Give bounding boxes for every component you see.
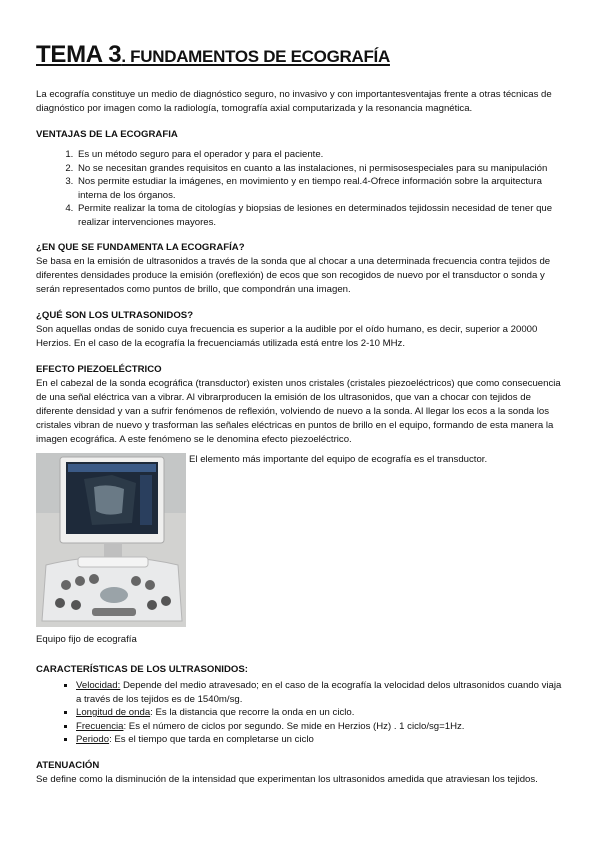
term: Frecuencia: [76, 720, 124, 732]
figure-caption: Equipo fijo de ecografía: [36, 634, 137, 645]
piezo-heading: EFECTO PIEZOELÉCTRICO: [36, 364, 162, 375]
list-item: 4. Permite realizar la toma de citologías y biopsias de lesiones en determinados tejidossin necesidad de tener que realizar intervenciones mayores.: [76, 202, 564, 229]
list-item: [76, 679, 564, 706]
list-item: 2. No se necesitan grandes requisitos en cuanto a las instalaciones, ni permisosespeciales para su manipulación: [76, 162, 564, 176]
list-item: [76, 720, 564, 734]
piezo-paragraph: En el cabezal de la sonda ecográfica (transductor) existen unos cristales (cristales piezoeléctricos) que como consecuencia de una señal eléctrica van a vibrar. Al vibrarproducen la emisión de los ultrasonidos, que van a chocar con tejidos de diferente densidad y van a sufrir fenómenos de reflexión, volviendo de nuevo a la sonda. Al llegar los ecos a la sonda los cristales vibran de nuevo y trasforman las señales eléctricas en puntos de brillo en el equipo, formando de esta manera la imagen ecográfica. A este fenómeno se le denomina efecto piezoeléctrico.: [36, 378, 561, 445]
list-item: [76, 733, 564, 747]
title-main: TEMA 3: [36, 41, 122, 68]
fundamento-heading: ¿EN QUE SE FUNDAMENTA LA ECOGRAFÍA?: [36, 242, 245, 253]
atenuacion-paragraph: Se define como la disminución de la intensidad que experimentan los ultrasonidos amedida que atraviesan los tejidos.: [36, 773, 538, 785]
figure-side-text: El elemento más importante del equipo de ecografía es el transductor.: [189, 454, 488, 465]
definition: Depende del medio atravesado; en el caso de la ecografía la velocidad delos ultrasonidos cuando viaja a través de los tejidos es de 1540m/sg.: [76, 680, 562, 705]
atenuacion-heading: ATENUACIÓN: [36, 759, 100, 771]
ultrasonidos-paragraph: Son aquellas ondas de sonido cuya frecuencia es superior a la audible por el oído humano, es decir, superior a 20000 Herzios. En el caso de la ecografía la frecuenciamás utilizada está entre los 2-10 MHz.: [36, 324, 538, 349]
definition: : Es el tiempo que tarda en completarse un ciclo: [109, 734, 314, 745]
definition: : Es la distancia que recorre la onda en un ciclo.: [150, 707, 355, 718]
ventajas-list: [36, 148, 564, 229]
list-item: 1. Es un método seguro para el operador y para el paciente.: [76, 148, 564, 162]
title-rest: . FUNDAMENTOS DE ECOGRAFÍA: [121, 47, 390, 66]
ultrasound-machine-image: [36, 453, 186, 627]
intro-paragraph: La ecografía constituye un medio de diagnóstico seguro, no invasivo y con importantesventajas frente a otras técnicas de diagnóstico por imagen como la radiología, tomografía axial computarizada y la resonancia magnética.: [36, 89, 552, 114]
ultrasonidos-heading: ¿QUÉ SON LOS ULTRASONIDOS?: [36, 310, 194, 321]
document-page: [36, 40, 564, 787]
term: Periodo: [76, 734, 110, 745]
term: Velocidad:: [76, 680, 121, 691]
page-title: [36, 40, 564, 72]
figure-row: [36, 453, 564, 629]
caracteristicas-list: [36, 679, 564, 747]
list-item: [76, 706, 564, 720]
caracteristicas-heading: CARACTERÍSTICAS DE LOS ULTRASONIDOS:: [36, 664, 248, 675]
ventajas-heading: VENTAJAS DE LA ECOGRAFIA: [36, 129, 178, 140]
definition: : Es el número de ciclos por segundo. Se mide en Herzios (Hz) . 1 ciclo/sg=1Hz.: [123, 720, 465, 732]
fundamento-paragraph: Se basa en la emisión de ultrasonidos a través de la sonda que al chocar a una determinada frecuencia contra tejidos de diferentes densidades produce la emisión (oreflexión) de ecos que son recogidos de nuevo por el transductor o sonda y serán representados como puntos de brillo, que compondrán una imagen.: [36, 256, 551, 295]
list-item: 3. Nos permite estudiar la imágenes, en movimiento y en tiempo real.4-Ofrece información sobre la arquitectura interna de los órganos.: [76, 175, 564, 202]
term: Longitud de onda: [76, 707, 151, 718]
